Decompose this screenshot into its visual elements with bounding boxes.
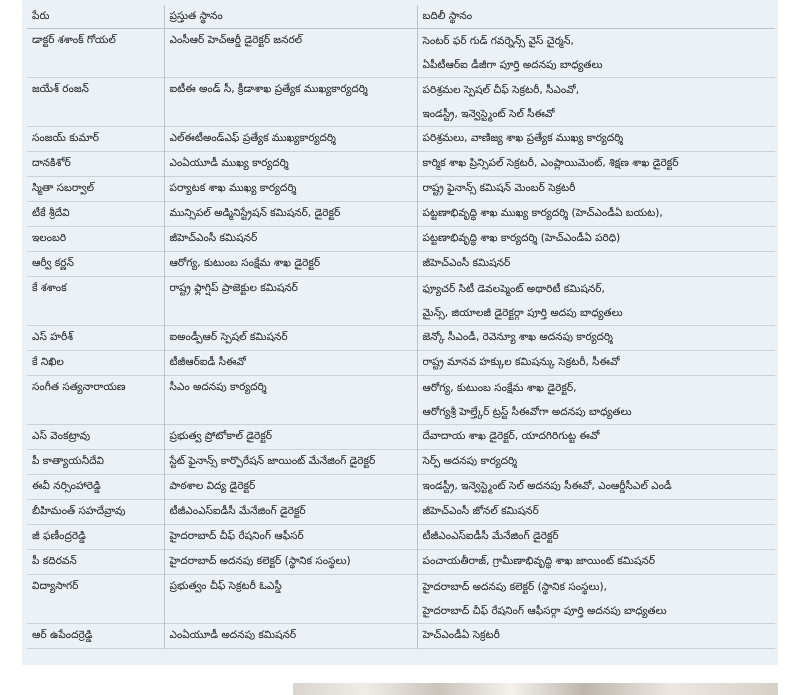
transfer-line: ఆరోగ్యశ్రీ హెల్త్కేర్ ట్రస్ట్ సీఈవోగా అదనపు బాధ్యతలు — [422, 406, 632, 418]
current-position: రాష్ట్ర ఫ్లాగ్షిప్ ప్రాజెక్టుల కమిషనర్ — [164, 277, 417, 326]
transfers-table — [27, 5, 775, 649]
table-row — [27, 450, 775, 475]
current-position: ఆరోగ్య, కుటుంబ సంక్షేమ శాఖ డైరెక్టర్ — [164, 252, 417, 277]
current-position: ఐటీఈ అండ్ సీ, క్రీడాశాఖ ప్రత్యేక ముఖ్యకార్యదర్శి — [164, 78, 417, 127]
transfer-line: హెచ్ఎండీఏ సెక్రటరీ — [422, 629, 500, 641]
transfer-position — [417, 29, 775, 78]
transfer-position — [417, 177, 775, 202]
table-row — [27, 575, 775, 624]
table-row — [27, 127, 775, 152]
table-row — [27, 351, 775, 376]
officer-name: కే నిఖిల — [32, 356, 64, 368]
current-position: ఎల్ఈటీఅండ్ఎఫ్ ప్రత్యేక ముఖ్యకార్యదర్శి — [164, 127, 417, 152]
transfer-line: దేవాదాయ శాఖ డైరెక్టర్, యాదగిరిగుట్ట ఈవో — [422, 430, 600, 442]
officer-name: విద్యాసాగర్ — [32, 580, 79, 592]
officer-name: కే శశాంక — [32, 282, 67, 294]
officer-name: డాక్టర్ శశాంక్ గోయల్ — [32, 34, 116, 46]
current-position: ప్రభుత్వ ప్రోటోకాల్ డైరెక్టర్ — [164, 425, 417, 450]
officer-name: ఈవీ నర్సింహారెడ్డి — [32, 480, 101, 492]
header-current-position: ప్రస్తుత స్థానం — [164, 5, 417, 29]
officer-name: ఆర్వీ కర్ణన్ — [32, 257, 74, 269]
officer-name: పీ కదిరవన్ — [32, 555, 77, 567]
transfer-line: పరిశ్రమలు, వాణిజ్య శాఖ ప్రత్యేక ముఖ్య కార్యదర్శి — [422, 132, 624, 144]
transfer-position — [417, 227, 775, 252]
transfer-position — [417, 425, 775, 450]
officer-name: ఎస్ వెంకట్రావు — [32, 430, 91, 442]
current-position: హైదరాబాద్ అదనపు కలెక్టర్ (స్థానిక సంస్థలు) — [164, 550, 417, 575]
current-position: టీజీఆర్ఐడీ సీఈవో — [164, 351, 417, 376]
transfer-position — [417, 525, 775, 550]
table-row — [27, 500, 775, 525]
table-row — [27, 624, 775, 649]
transfer-position — [417, 277, 775, 326]
officer-name: సంజయ్ కుమార్ — [32, 132, 100, 144]
current-position: హైదరాబాద్ చీఫ్ రేషనింగ్ ఆఫీసర్ — [164, 525, 417, 550]
current-position: జీహెచ్ఎంసీ కమిషనర్ — [164, 227, 417, 252]
officer-name: జయేశ్ రంజన్ — [32, 83, 89, 95]
current-position: పర్యాటక శాఖ ముఖ్య కార్యదర్శి — [164, 177, 417, 202]
transfer-position — [417, 475, 775, 500]
officer-name: ఎస్ హరీశ్ — [32, 331, 74, 343]
table-row — [27, 227, 775, 252]
transfer-line: సెర్ప్ అదనపు కార్యదర్శి — [422, 455, 518, 467]
transfer-line: సెంటర్ ఫర్ గుడ్ గవర్నెన్స్ వైస్ చైర్మన్, — [422, 35, 574, 47]
transfer-position — [417, 78, 775, 127]
transfer-position — [417, 127, 775, 152]
transfer-line: కార్మిక శాఖ ప్రిన్సిపల్ సెక్రటరీ, ఎంప్లాయిమెంట్, శిక్షణ శాఖ డైరెక్టర్ — [422, 157, 679, 169]
table-row — [27, 29, 775, 78]
transfer-line: జీహెచ్ఎంసీ కమిషనర్ — [422, 257, 511, 269]
current-position: ఐఅండ్పీఆర్ స్పెషల్ కమిషనర్ — [164, 326, 417, 351]
transfer-line: జీహెచ్ఎంసీ జోనల్ కమిషనర్ — [422, 505, 539, 517]
table-row — [27, 475, 775, 500]
current-position: ఎంఏయూడీ ముఖ్య కార్యదర్శి — [164, 152, 417, 177]
transfer-line: ఏపీటీఆర్ఐ డీజీగా పూర్తి అదనపు బాధ్యతలు — [422, 59, 603, 71]
transfer-line: ఆరోగ్య, కుటుంబ సంక్షేమ శాఖ డైరెక్టర్, — [422, 382, 577, 394]
current-position: పాఠశాల విద్య డైరెక్టర్ — [164, 475, 417, 500]
transfer-line: హైదరాబాద్ చీఫ్ రేషనింగ్ ఆఫీసర్గా పూర్తి అదనపు బాధ్యతలు — [422, 605, 667, 617]
transfer-line: పంచాయతీరాజ్, గ్రామీణాభివృద్ధి శాఖ జాయింట్ కమిషనర్ — [422, 555, 655, 567]
table-row — [27, 202, 775, 227]
table-header-row — [27, 5, 775, 29]
transfer-position — [417, 351, 775, 376]
current-position: ప్రభుత్వం చీఫ్ సెక్రటరీ ఓఎస్డీ — [164, 575, 417, 624]
table-row — [27, 152, 775, 177]
transfer-position — [417, 624, 775, 649]
current-position: మున్సిపల్ అడ్మినిస్ట్రేషన్ కమిషనర్, డైరెక్టర్ — [164, 202, 417, 227]
transfer-position — [417, 376, 775, 425]
table-body — [27, 29, 775, 649]
transfer-line: టీజీఎంఎస్ఐడీసీ మేనేజింగ్ డైరెక్టర్ — [422, 530, 559, 542]
transfer-position — [417, 202, 775, 227]
officer-name: పీ కాత్యాయనీదేవి — [32, 455, 104, 467]
header-name: పేరు — [32, 10, 50, 22]
transfer-line: పట్టణాభివృద్ధి శాఖ కార్యదర్శి (హెచ్ఎండీఏ పరిధి) — [422, 232, 621, 244]
transfer-position — [417, 450, 775, 475]
transfer-line: ఫ్యూచర్ సిటీ డెవలప్మెంట్ అథారిటీ కమిషనర్, — [422, 283, 605, 295]
transfer-line: పట్టణాభివృద్ధి శాఖ ముఖ్య కార్యదర్శి (హెచ్ఎండీఏ బయట), — [422, 207, 663, 219]
table-row — [27, 277, 775, 326]
current-position: స్టేట్ ఫైనాన్స్ కార్పొరేషన్ జాయింట్ మేనేజింగ్ డైరెక్టర్ — [164, 450, 417, 475]
officer-name: ఇలంబరి — [32, 232, 67, 244]
table-row — [27, 326, 775, 351]
officer-name: ఆర్ ఉపేందర్రెడ్డి — [32, 629, 93, 641]
transfer-position — [417, 550, 775, 575]
officer-name: జీ ఫణీంద్రరెడ్డి — [32, 530, 86, 542]
transfer-line: ఇండస్ట్రీ, ఇన్వెస్ట్మెంట్ సెల్ అదనపు సీఈవో, ఎంఆర్డీసీఎల్ ఎండీ — [422, 480, 672, 492]
officer-name: బీహిమంత్ సహదేవ్రావు — [32, 505, 126, 517]
transfer-line: మైన్స్, జియాలజీ డైరెక్టర్గా పూర్తి అదపు బాధ్యతలు — [422, 307, 623, 319]
transfer-position — [417, 252, 775, 277]
officer-name: దానకిశోర్ — [32, 157, 71, 169]
transfer-line: ఇండస్ట్రీ, ఇన్వెస్ట్మెంట్ సెల్ సీఈవో — [422, 108, 555, 120]
transfer-position — [417, 326, 775, 351]
officer-name: సంగీత సత్యనారాయణ — [32, 381, 126, 393]
transfer-position — [417, 575, 775, 624]
current-position: సీఎం అదనపు కార్యదర్శి — [164, 376, 417, 425]
officer-name: టీకే శ్రీదేవి — [32, 207, 70, 219]
current-position: ఎంసీఆర్ హెచ్ఆర్డీ డైరెక్టర్ జనరల్ — [164, 29, 417, 78]
table-row — [27, 177, 775, 202]
officer-name: స్మితా సబర్వాల్ — [32, 182, 94, 194]
transfer-position — [417, 500, 775, 525]
transfer-line: హైదరాబాద్ అదనపు కలెక్టర్ (స్థానిక సంస్థలు), — [422, 581, 607, 593]
current-position: ఎంఏయూడీ అదనపు కమిషనర్ — [164, 624, 417, 649]
table-row — [27, 550, 775, 575]
table-row — [27, 525, 775, 550]
transfer-line: జెన్కో సీఎండీ, రెవెన్యూ శాఖ అదనపు కార్యదర్శి — [422, 331, 613, 343]
table-row — [27, 376, 775, 425]
table-row — [27, 252, 775, 277]
table-row — [27, 425, 775, 450]
photo-strip — [293, 683, 778, 695]
current-position: టీజీఎంఎస్ఐడీసీ మేనేజింగ్ డైరెక్టర్ — [164, 500, 417, 525]
table-row — [27, 78, 775, 127]
transfer-line: రాష్ట్ర మానవ హక్కుల కమిషన్కు సెక్రటరీ, సీఈవో — [422, 356, 620, 368]
transfer-line: రాష్ట్ర ఫైనాన్స్ కమిషన్ మెంబర్ సెక్రటరీ — [422, 182, 576, 194]
transfer-line: పరిశ్రమల స్పెషల్ చీఫ్ సెక్రటరీ, సీఎంవో, — [422, 84, 580, 96]
transfer-position — [417, 152, 775, 177]
header-transfer-position: బదిలీ స్థానం — [417, 5, 775, 29]
